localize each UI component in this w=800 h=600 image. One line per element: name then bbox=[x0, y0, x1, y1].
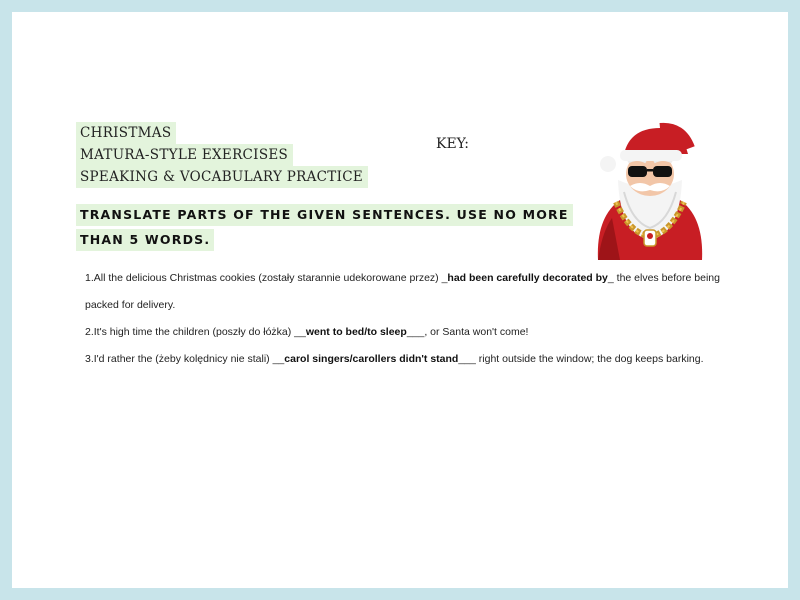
sentence-3-rest: ___ right outside the window; the dog keeps barking. bbox=[458, 353, 704, 365]
sentence-list bbox=[85, 265, 725, 373]
key-label: KEY: bbox=[436, 136, 469, 152]
sentence-2-prompt: 2.It's high time the children (poszły do łóżka) __ bbox=[85, 326, 306, 338]
sentence-1-answer: had been carefully decorated by bbox=[447, 272, 608, 284]
instruction-line-2: THAN 5 WORDS. bbox=[76, 229, 214, 251]
title-line-1: CHRISTMAS bbox=[76, 122, 176, 144]
title-line-2: MATURA-STYLE EXERCISES bbox=[76, 144, 293, 166]
sentence-1-prompt: 1.All the delicious Christmas cookies (zostały starannie udekorowane przez) _ bbox=[85, 272, 448, 284]
sentence-3-answer: carol singers/carollers didn't stand bbox=[284, 353, 459, 365]
sentence-3 bbox=[85, 346, 725, 373]
worksheet-page bbox=[12, 12, 788, 588]
santa-icon bbox=[590, 122, 710, 262]
title-line-3: SPEAKING & VOCABULARY PRACTICE bbox=[76, 166, 368, 188]
worksheet-title bbox=[76, 122, 368, 188]
sentence-2-answer: went to bed/to sleep bbox=[305, 326, 407, 338]
sentence-2 bbox=[85, 319, 725, 346]
sentence-3-prompt: 3.I'd rather the (żeby kolędnicy nie stali) __ bbox=[85, 353, 285, 365]
instruction bbox=[76, 204, 569, 254]
sentence-2-rest: ___, or Santa won't come! bbox=[406, 326, 529, 338]
sentence-1-rest: _ the elves before being packed for delivery. bbox=[85, 272, 720, 311]
sentence-1 bbox=[85, 265, 725, 319]
instruction-line-1: TRANSLATE PARTS OF THE GIVEN SENTENCES. USE NO MORE bbox=[76, 204, 573, 226]
